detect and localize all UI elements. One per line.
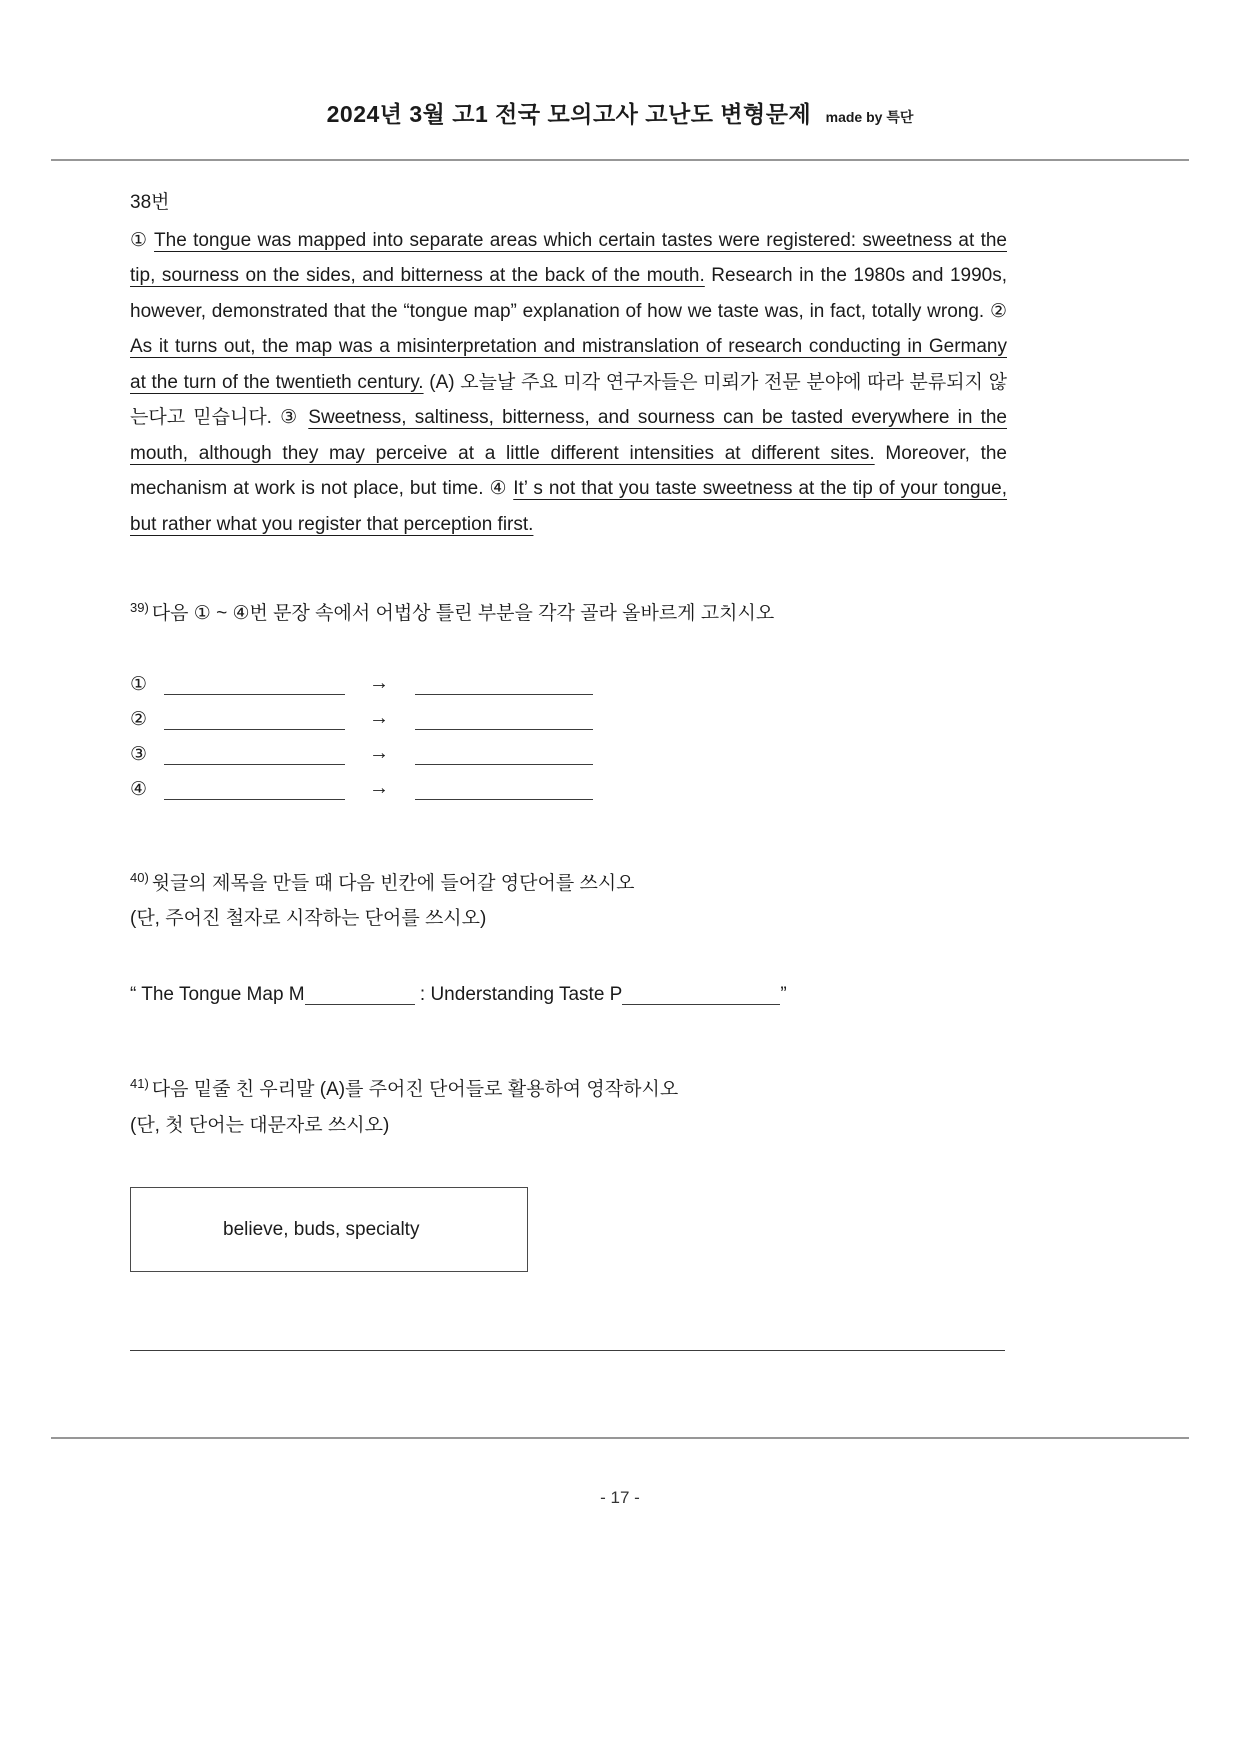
header — [0, 96, 1240, 129]
content-area — [130, 185, 1007, 1351]
title-blank-m — [305, 981, 415, 1005]
title-part-2: : Understanding Taste P — [414, 983, 623, 1005]
question-41 — [130, 1066, 1007, 1351]
title-part-1: The Tongue Map M — [136, 983, 305, 1005]
circled-number-3: ③ — [130, 743, 148, 765]
question-39-number: 39) — [130, 600, 149, 615]
question-40-prompt: 윗글의 제목을 만들 때 다음 빈칸에 들어갈 영단어를 쓰시오 — [151, 872, 635, 894]
arrow-icon: → — [369, 706, 389, 729]
wrong-part-blank-1 — [164, 671, 345, 695]
question-41-number: 41) — [130, 1076, 149, 1091]
question-40-number: 40) — [130, 869, 149, 885]
answer-rows — [130, 666, 1007, 806]
question-39 — [130, 590, 1007, 806]
question-39-prompt: 다음 ① ~ ④번 문장 속에서 어법상 틀린 부분을 각각 골라 올바르게 고치시오 — [151, 603, 775, 624]
answer-row-1 — [130, 666, 1007, 701]
open-quote: “ — [130, 983, 137, 1005]
answer-row-3 — [130, 736, 1007, 771]
passage-underlined-segment-3: As it turns out, the map was a misinterpretation and mistranslation of research conducting in Germany at the turn of the twentieth century. — [130, 336, 1007, 393]
correction-blank-2 — [415, 706, 593, 730]
question-41-condition: (단, 첫 단어는 대문자로 쓰시오) — [130, 1114, 390, 1136]
correction-blank-4 — [415, 776, 593, 800]
title-answer-line — [130, 977, 1007, 1013]
title-blank-p — [622, 981, 780, 1005]
word-bank-box — [130, 1187, 528, 1272]
circled-number-4: ④ — [130, 778, 148, 800]
credit-label: made by 특단 — [825, 109, 914, 125]
correction-blank-3 — [415, 741, 593, 765]
arrow-icon: → — [369, 741, 389, 764]
circled-number-2: ② — [130, 708, 148, 730]
close-quote: ” — [780, 983, 787, 1005]
document-title: 2024년 3월 고1 전국 모의고사 고난도 변형문제 — [326, 101, 812, 127]
wrong-part-blank-2 — [164, 706, 345, 730]
question-40-condition: (단, 주어진 철자로 시작하는 단어를 쓰시오) — [130, 908, 487, 929]
question-40 — [130, 860, 1007, 1013]
writing-answer-line — [130, 1350, 1005, 1351]
passage-underlined-segment-1: The tongue was mapped into separate areas which certain tastes were registered: sweetness at the tip, sourness on the sides, and bitterness at the back of the mouth. — [130, 229, 1007, 286]
arrow-icon: → — [369, 776, 389, 799]
arrow-icon: → — [369, 671, 389, 694]
passage-segment-4: (A) 오늘날 주요 미각 연구자들은 미뢰가 전문 분야에 따라 분류되지 않는다고 믿습니다. ③ — [130, 371, 1007, 428]
circled-number-1: ① — [130, 673, 148, 695]
passage-text — [130, 223, 1007, 543]
wrong-part-blank-4 — [164, 776, 345, 800]
page-number: - 17 - — [600, 1488, 640, 1507]
answer-row-4 — [130, 771, 1007, 806]
passage-segment-0: ① — [130, 229, 155, 251]
answer-row-2 — [130, 701, 1007, 736]
question-41-prompt: 다음 밑줄 친 우리말 (A)를 주어진 단어들로 활용하여 영작하시오 — [151, 1079, 679, 1100]
question-39-text — [130, 590, 1007, 632]
wrong-part-blank-3 — [164, 741, 345, 765]
footer-divider — [51, 1437, 1189, 1439]
question-40-text — [130, 860, 1007, 902]
passage-number: 38번 — [130, 192, 170, 213]
question-41-text — [130, 1066, 1007, 1108]
passage-segment-2: Research in the 1980s and 1990s, however, demonstrated that the “tongue map” explanation of how we taste was, in fact, totally wrong. ② — [130, 265, 1007, 322]
passage-underlined-segment-7: It’ s not that you taste sweetness at the tip of your tongue, but rather what you register that perception first. — [130, 478, 1007, 535]
correction-blank-1 — [415, 671, 593, 695]
passage-segment-6: Moreover, the mechanism at work is not place, but time. ④ — [130, 442, 1007, 499]
header-divider — [51, 159, 1189, 161]
passage-underlined-segment-5: Sweetness, saltiness, bitterness, and sourness can be tasted everywhere in the mouth, although they may perceive at a little different intensities at different sites. — [130, 407, 1007, 464]
word-bank-words: believe, buds, specialty — [223, 1218, 420, 1240]
